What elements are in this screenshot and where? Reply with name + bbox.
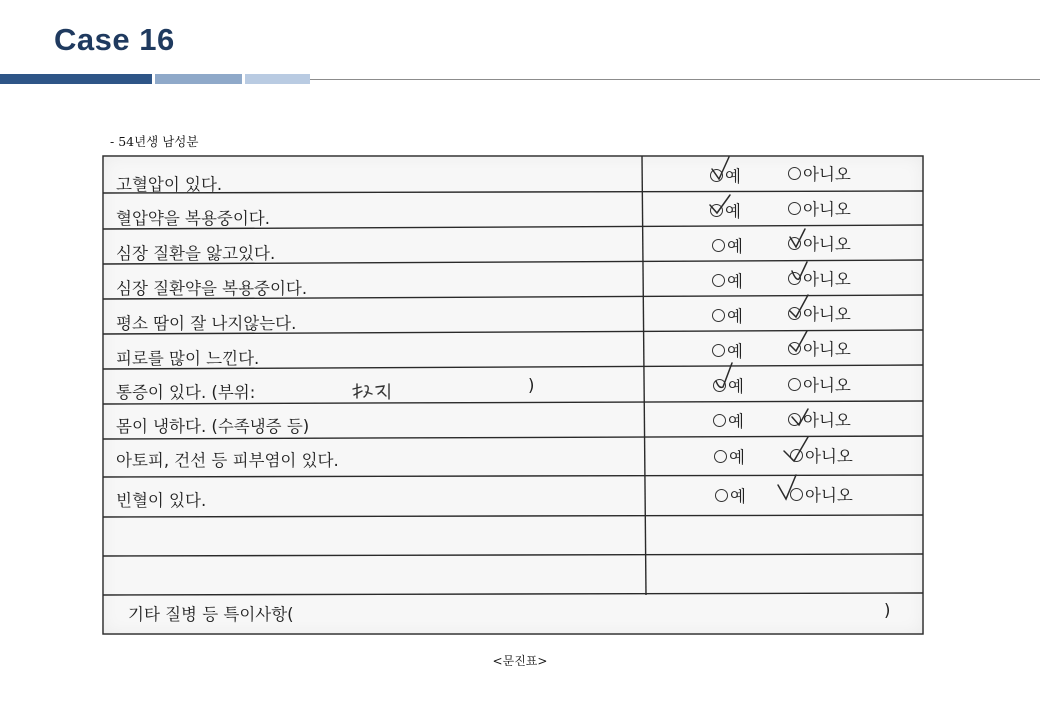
other-conditions-close: )	[884, 601, 891, 620]
option-yes[interactable]: 예	[714, 444, 745, 468]
option-no[interactable]: 아니오	[790, 482, 853, 506]
question-1: 고혈압이 있다.	[116, 175, 223, 194]
radio-circle-icon	[710, 169, 723, 182]
option-no[interactable]: 아니오	[788, 231, 851, 255]
question-8: 몸이 냉하다. (수족냉증 등)	[116, 417, 310, 436]
option-no[interactable]: 아니오	[788, 301, 851, 325]
page-title: Case 16	[54, 22, 175, 57]
question-9: 아토피, 건선 등 피부염이 있다.	[116, 451, 339, 470]
question-2: 혈압약을 복용중이다.	[116, 209, 270, 228]
question-5: 평소 땀이 잘 나지않는다.	[116, 314, 297, 333]
option-yes[interactable]: 예	[710, 163, 741, 187]
radio-circle-icon	[712, 239, 725, 252]
radio-circle-icon	[788, 167, 801, 180]
patient-description: - 54년생 남성분	[110, 134, 199, 149]
header-accent-bar	[0, 74, 152, 84]
option-yes[interactable]: 예	[712, 233, 743, 257]
option-no[interactable]: 아니오	[788, 196, 851, 220]
option-no[interactable]: 아니오	[788, 372, 851, 396]
radio-circle-icon	[788, 272, 801, 285]
header-accent-bar	[155, 74, 242, 84]
option-no[interactable]: 아니오	[788, 161, 851, 185]
figure-caption: <문진표>	[492, 654, 548, 668]
radio-circle-icon	[715, 489, 728, 502]
option-yes[interactable]: 예	[710, 198, 741, 222]
radio-circle-icon	[788, 202, 801, 215]
option-no[interactable]: 아니오	[788, 266, 851, 290]
question-4: 심장 질환약을 복용중이다.	[116, 279, 308, 298]
option-yes[interactable]: 예	[712, 338, 743, 362]
radio-circle-icon	[788, 342, 801, 355]
question-6: 피로를 많이 느낀다.	[116, 349, 260, 368]
radio-circle-icon	[788, 307, 801, 320]
other-conditions-label: 기타 질병 등 특이사항(	[128, 605, 294, 624]
radio-circle-icon	[710, 204, 723, 217]
option-yes[interactable]: 예	[713, 408, 744, 432]
radio-circle-icon	[712, 344, 725, 357]
pain-close-paren: )	[528, 376, 535, 395]
handwritten-pain-location	[350, 381, 396, 405]
option-yes[interactable]: 예	[712, 268, 743, 292]
question-3: 심장 질환을 앓고있다.	[116, 244, 276, 263]
option-no[interactable]: 아니오	[790, 443, 853, 467]
question-7: 통증이 있다. (부위:	[116, 383, 256, 402]
radio-circle-icon	[790, 449, 803, 462]
radio-circle-icon	[788, 413, 801, 426]
radio-circle-icon	[712, 274, 725, 287]
radio-circle-icon	[714, 450, 727, 463]
questionnaire-form	[102, 155, 924, 635]
option-yes[interactable]: 예	[713, 373, 744, 397]
option-no[interactable]: 아니오	[788, 407, 851, 431]
header-divider	[310, 79, 1040, 80]
option-yes[interactable]: 예	[712, 303, 743, 327]
option-no[interactable]: 아니오	[788, 336, 851, 360]
question-10: 빈혈이 있다.	[116, 491, 207, 510]
radio-circle-icon	[712, 309, 725, 322]
radio-circle-icon	[788, 237, 801, 250]
header-accent-bar	[245, 74, 310, 84]
radio-circle-icon	[788, 378, 801, 391]
radio-circle-icon	[790, 488, 803, 501]
radio-circle-icon	[713, 379, 726, 392]
radio-circle-icon	[713, 414, 726, 427]
option-yes[interactable]: 예	[715, 483, 746, 507]
